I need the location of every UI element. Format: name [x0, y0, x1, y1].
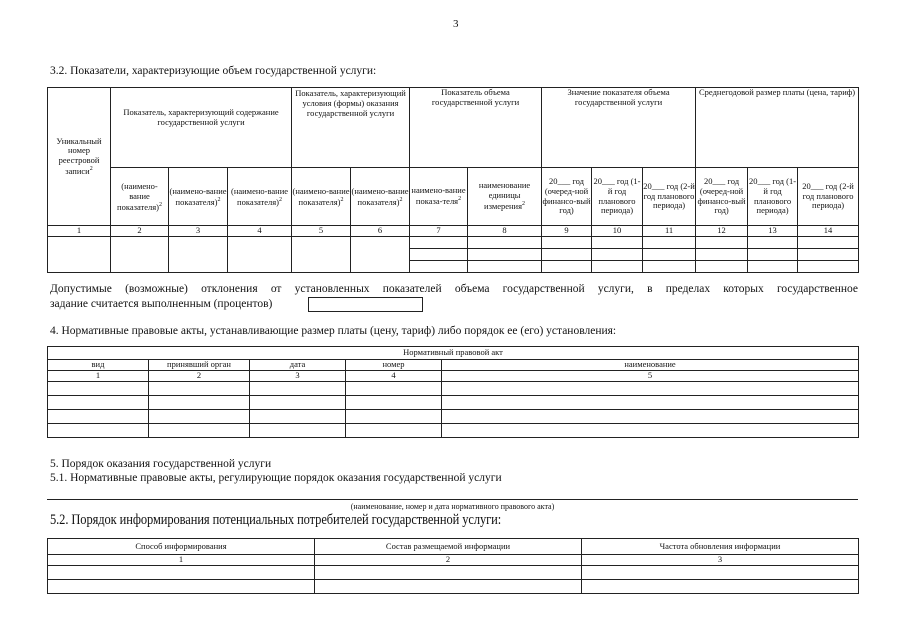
header-year-current-fee: 20___ год (очеред-ной финансо-вый год) [696, 168, 748, 226]
section-5-2-heading: 5.2. Порядок информирования потенциальных потребителей государственной услуги: [50, 512, 502, 528]
header-indicator-name-5: (наимено-вание показателя)$^2$ [351, 168, 410, 226]
page-number: 3 [453, 18, 459, 30]
col-number: 14 [798, 226, 859, 237]
col-number: 10 [592, 226, 643, 237]
header-year-plan2-volume: 20___ год (2-й год планового периода) [643, 168, 696, 226]
empty-cell [292, 237, 351, 273]
normative-act-title: Нормативный правовой акт [48, 347, 859, 360]
col-header-number: номер [346, 360, 442, 371]
col-number: 1 [48, 555, 315, 566]
col-number: 1 [48, 371, 149, 382]
col-number: 2 [315, 555, 582, 566]
header-indicator-name-2: (наимено-вание показателя)$^2$ [169, 168, 228, 226]
deviation-percent-field[interactable] [308, 297, 423, 312]
header-condition-indicator: Показатель, характеризующий условия (формы) оказания государственной услуги [292, 88, 410, 168]
header-year-plan1-fee: 20___ год (1-й год планового периода) [748, 168, 798, 226]
col-number: 4 [346, 371, 442, 382]
col-number: 1 [48, 226, 111, 237]
col-header-name: наименование [442, 360, 859, 371]
header-content-indicator: Показатель, характеризующий содержание государственной услуги [111, 88, 292, 168]
header-year-current-volume: 20___ год (очеред-ной финансо-вый год) [542, 168, 592, 226]
empty-cell [48, 237, 111, 273]
header-year-plan1-volume: 20___ год (1-й год планового периода) [592, 168, 643, 226]
deviation-text-line1: Допустимые (возможные) отклонения от установленных показателей объема государственной услуги, в пределах которых государственное [50, 283, 858, 295]
col-number: 7 [410, 226, 468, 237]
col-number: 3 [582, 555, 859, 566]
header-name-of-indicator: наимено-вание показа-теля$^2$ [410, 168, 468, 226]
col-header-authority: принявший орган [149, 360, 250, 371]
header-year-plan2-fee: 20___ год (2-й год планового периода) [798, 168, 859, 226]
informing-table [47, 538, 859, 594]
col-number: 6 [351, 226, 410, 237]
section-3-2-heading: 3.2. Показатели, характеризующие объем государственной услуги: [50, 65, 377, 77]
col-number: 13 [748, 226, 798, 237]
header-volume-indicator: Показатель объема государственной услуги [410, 88, 542, 168]
normative-act-line[interactable] [47, 499, 858, 500]
table-row [48, 237, 859, 249]
table-row [48, 382, 859, 396]
col-header-date: дата [250, 360, 346, 371]
table-row [48, 424, 859, 438]
header-avg-fee: Среднегодовой размер платы (цена, тариф) [696, 88, 859, 168]
col-header-kind: вид [48, 360, 149, 371]
header-indicator-name-3: (наимено-вание показателя)$^2$ [228, 168, 292, 226]
header-unique-number: Уникальный номер реестровой записи$^2$ [48, 88, 111, 226]
empty-cell [169, 237, 228, 273]
col-number: 2 [111, 226, 169, 237]
section-4-heading: 4. Нормативные правовые акты, устанавливающие размер платы (цену, тариф) либо порядок ее (его) установления: [50, 325, 617, 337]
col-number: 3 [250, 371, 346, 382]
col-number: 4 [228, 226, 292, 237]
normative-act-caption: (наименование, номер и дата нормативного правового акта) [350, 502, 555, 511]
normative-acts-table [47, 346, 859, 438]
col-number: 8 [468, 226, 542, 237]
col-number: 11 [643, 226, 696, 237]
col-number: 3 [169, 226, 228, 237]
section-5-1-heading: 5.1. Нормативные правовые акты, регулирующие порядок оказания государственной услуги [50, 472, 502, 484]
table-row [48, 410, 859, 424]
header-unit-name: наименование единицы измерения$^2$ [468, 168, 542, 226]
header-indicator-name-4: (наимено-вание показателя)$^2$ [292, 168, 351, 226]
table-row [48, 580, 859, 594]
col-header-frequency: Частота обновления информации [582, 539, 859, 555]
table-row [48, 396, 859, 410]
col-number: 5 [292, 226, 351, 237]
col-number: 12 [696, 226, 748, 237]
col-number: 9 [542, 226, 592, 237]
empty-cell [228, 237, 292, 273]
header-volume-value: Значение показателя объема государственной услуги [542, 88, 696, 168]
empty-cell [111, 237, 169, 273]
header-indicator-name-1: (наимено-вание показателя)$^2$ [111, 168, 169, 226]
volume-indicators-table [47, 87, 859, 273]
section-5-heading: 5. Порядок оказания государственной услуги [50, 458, 272, 470]
col-header-content: Состав размещаемой информации [315, 539, 582, 555]
col-number: 5 [442, 371, 859, 382]
col-header-method: Способ информирования [48, 539, 315, 555]
table-row [48, 566, 859, 580]
deviation-text-line2: задание считается выполненным (процентов) [50, 298, 273, 310]
col-number: 2 [149, 371, 250, 382]
empty-cell [351, 237, 410, 273]
